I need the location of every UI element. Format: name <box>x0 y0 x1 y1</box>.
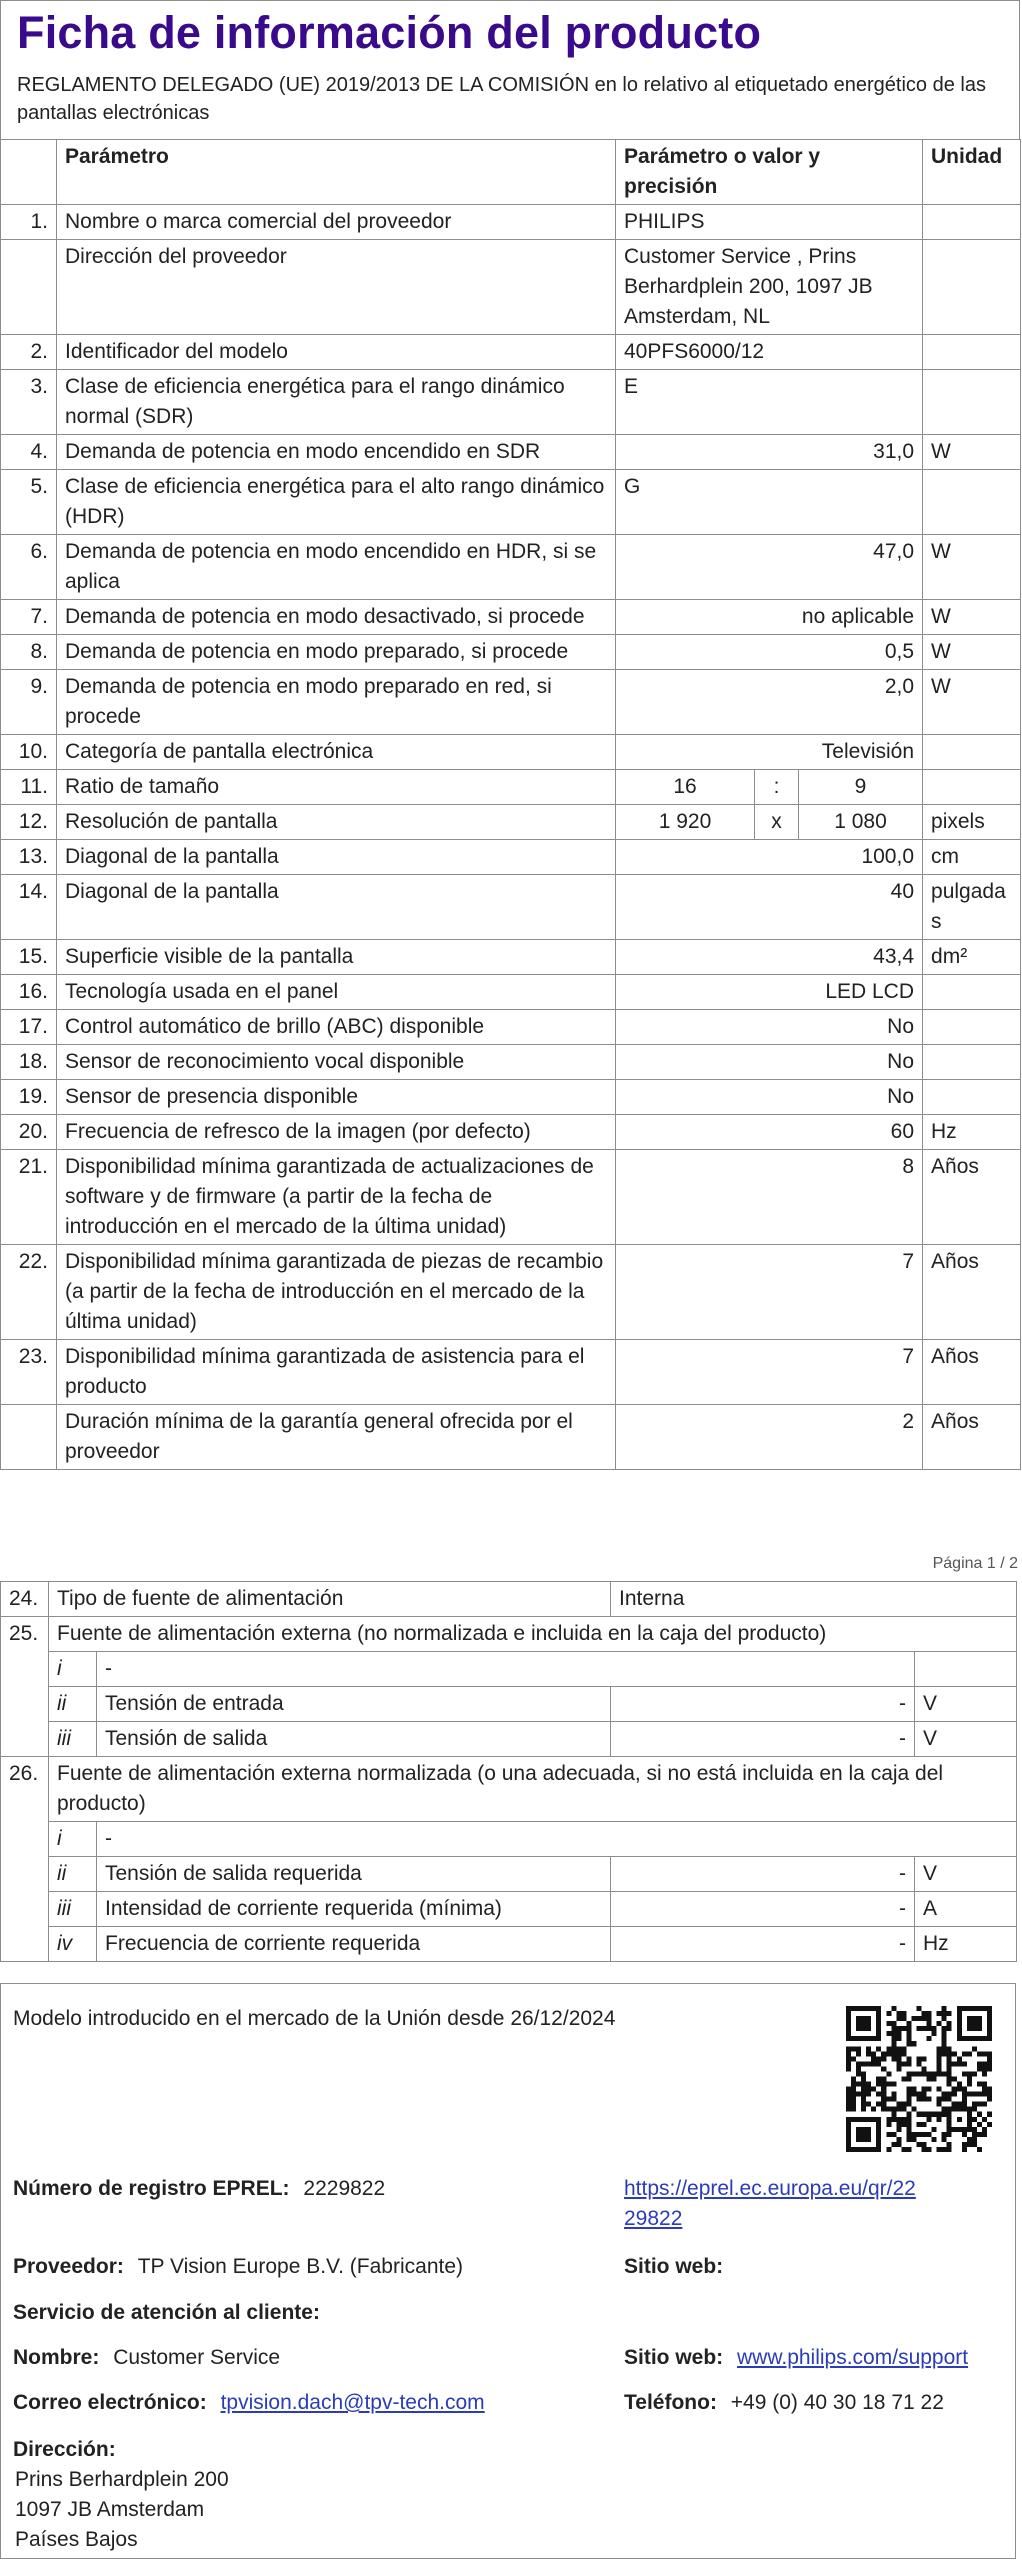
product-sheet-page-2 <box>0 1581 1016 1962</box>
table-row: 3. Clase de eficiencia energética para el rango dinámico normal (SDR) E <box>1 370 1021 435</box>
eprel-link[interactable] <box>624 2174 916 2234</box>
table-row: i - <box>1 1822 1017 1857</box>
contact-name-value: Customer Service <box>113 2346 281 2369</box>
regulation-subtitle: REGLAMENTO DELEGADO (UE) 2019/2013 DE LA COMISIÓN en lo relativo al etiquetado energético de las pantallas electrónicas <box>17 74 986 124</box>
address-line-3: Países Bajos <box>15 2528 138 2551</box>
eprel-link-line-1[interactable]: https://eprel.ec.europa.eu/qr/22 <box>624 2177 916 2200</box>
table-row: 19. Sensor de presencia disponible No <box>1 1080 1021 1115</box>
phone-label: Teléfono: <box>624 2391 717 2414</box>
table-row: 14. Diagonal de la pantalla 40 pulgadas <box>1 875 1021 940</box>
eprel-info-card <box>0 1983 1016 2559</box>
qr-code-icon[interactable] <box>846 2006 992 2152</box>
header-value: Parámetro o valor y precisión <box>616 140 923 205</box>
eprel-link-line-2[interactable]: 29822 <box>624 2207 683 2230</box>
table-row: ii Tensión de salida requerida - V <box>1 1857 1017 1892</box>
table-row: 23. Disponibilidad mínima garantizada de asistencia para el producto 7 Años <box>1 1340 1021 1405</box>
website-label: Sitio web: <box>624 2255 724 2278</box>
table-row: i - <box>1 1652 1017 1687</box>
address-block <box>15 2465 229 2555</box>
table-row: 26. Fuente de alimentación externa normalizada (o una adecuada, si no está incluida en la caja del producto) <box>1 1757 1017 1822</box>
table-header-row <box>1 140 1021 205</box>
table-row: Duración mínima de la garantía general ofrecida por el proveedor 2 Años <box>1 1405 1021 1470</box>
table-row: iv Frecuencia de corriente requerida - Hz <box>1 1927 1017 1962</box>
phone-value: +49 (0) 40 30 18 71 22 <box>730 2391 944 2414</box>
table-row: 4. Demanda de potencia en modo encendido en SDR 31,0 W <box>1 435 1021 470</box>
table-row: 15. Superficie visible de la pantalla 43,4 dm² <box>1 940 1021 975</box>
email-link[interactable]: tpvision.dach@tpv-tech.com <box>220 2391 485 2414</box>
table-row: iii Tensión de salida - V <box>1 1722 1017 1757</box>
supplier-value: TP Vision Europe B.V. (Fabricante) <box>137 2255 464 2278</box>
table-row: 13. Diagonal de la pantalla 100,0 cm <box>1 840 1021 875</box>
power-supply-table <box>0 1581 1017 1962</box>
eprel-label: Número de registro EPREL: <box>13 2177 290 2200</box>
eprel-registration <box>13 2174 385 2204</box>
eprel-number: 2229822 <box>303 2177 386 2200</box>
address-label: Dirección: <box>13 2438 116 2461</box>
page-title: Ficha de información del producto <box>17 7 762 58</box>
supplier-label: Proveedor: <box>13 2255 124 2278</box>
table-row: iii Intensidad de corriente requerida (mínima) - A <box>1 1892 1017 1927</box>
service-website-link[interactable]: www.philips.com/support <box>737 2346 969 2369</box>
table-row: Dirección del proveedor Customer Service , Prins Berhardplein 200, 1097 JB Amsterdam, NL <box>1 240 1021 335</box>
table-row: 20. Frecuencia de refresco de la imagen (por defecto) 60 Hz <box>1 1115 1021 1150</box>
customer-service-heading: Servicio de atención al cliente: <box>13 2301 320 2324</box>
supplier-line <box>13 2252 463 2282</box>
contact-name-line <box>13 2343 280 2373</box>
market-date-text: Modelo introducido en el mercado de la Unión desde 26/12/2024 <box>13 2007 616 2030</box>
table-row: 5. Clase de eficiencia energética para el alto rango dinámico (HDR) G <box>1 470 1021 535</box>
service-website-line <box>624 2343 968 2373</box>
header-unit: Unidad <box>923 140 1021 205</box>
table-row: 25. Fuente de alimentación externa (no normalizada e incluida en la caja del producto) <box>1 1617 1017 1652</box>
address-line-1: Prins Berhardplein 200 <box>15 2468 229 2491</box>
table-row: 2. Identificador del modelo 40PFS6000/12 <box>1 335 1021 370</box>
service-website-label: Sitio web: <box>624 2346 724 2369</box>
table-row: ii Tensión de entrada - V <box>1 1687 1017 1722</box>
page-number: Página 1 / 2 <box>932 1555 1018 1572</box>
table-row: 24. Tipo de fuente de alimentación Interna <box>1 1582 1017 1617</box>
table-row: 8. Demanda de potencia en modo preparado, si procede 0,5 W <box>1 635 1021 670</box>
table-row: 16. Tecnología usada en el panel LED LCD <box>1 975 1021 1010</box>
table-row: 9. Demanda de potencia en modo preparado en red, si procede 2,0 W <box>1 670 1021 735</box>
table-row: 17. Control automático de brillo (ABC) disponible No <box>1 1010 1021 1045</box>
contact-name-label: Nombre: <box>13 2346 100 2369</box>
address-line-2: 1097 JB Amsterdam <box>15 2498 205 2521</box>
table-row: 10. Categoría de pantalla electrónica Televisión <box>1 735 1021 770</box>
table-row: 21. Disponibilidad mínima garantizada de actualizaciones de software y de firmware (a partir de la fecha de introducción en el mercado de la última unidad) 8 Años <box>1 1150 1021 1245</box>
table-row: 18. Sensor de reconocimiento vocal disponible No <box>1 1045 1021 1080</box>
table-row: 1. Nombre o marca comercial del proveedor PHILIPS <box>1 205 1021 240</box>
email-label: Correo electrónico: <box>13 2391 207 2414</box>
table-row: 7. Demanda de potencia en modo desactivado, si procede no aplicable W <box>1 600 1021 635</box>
table-row: 11. Ratio de tamaño 16 : 9 <box>1 770 1021 805</box>
table-row: 22. Disponibilidad mínima garantizada de piezas de recambio (a partir de la fecha de introducción en el mercado de la última unidad) 7 Años <box>1 1245 1021 1340</box>
email-line <box>13 2388 485 2418</box>
sheet-header <box>0 0 1020 139</box>
parameter-table <box>0 139 1021 1470</box>
table-row: 12. Resolución de pantalla 1 920 x 1 080 pixels <box>1 805 1021 840</box>
table-row: 6. Demanda de potencia en modo encendido en HDR, si se aplica 47,0 W <box>1 535 1021 600</box>
header-param: Parámetro <box>57 140 616 205</box>
phone-line <box>624 2388 944 2418</box>
